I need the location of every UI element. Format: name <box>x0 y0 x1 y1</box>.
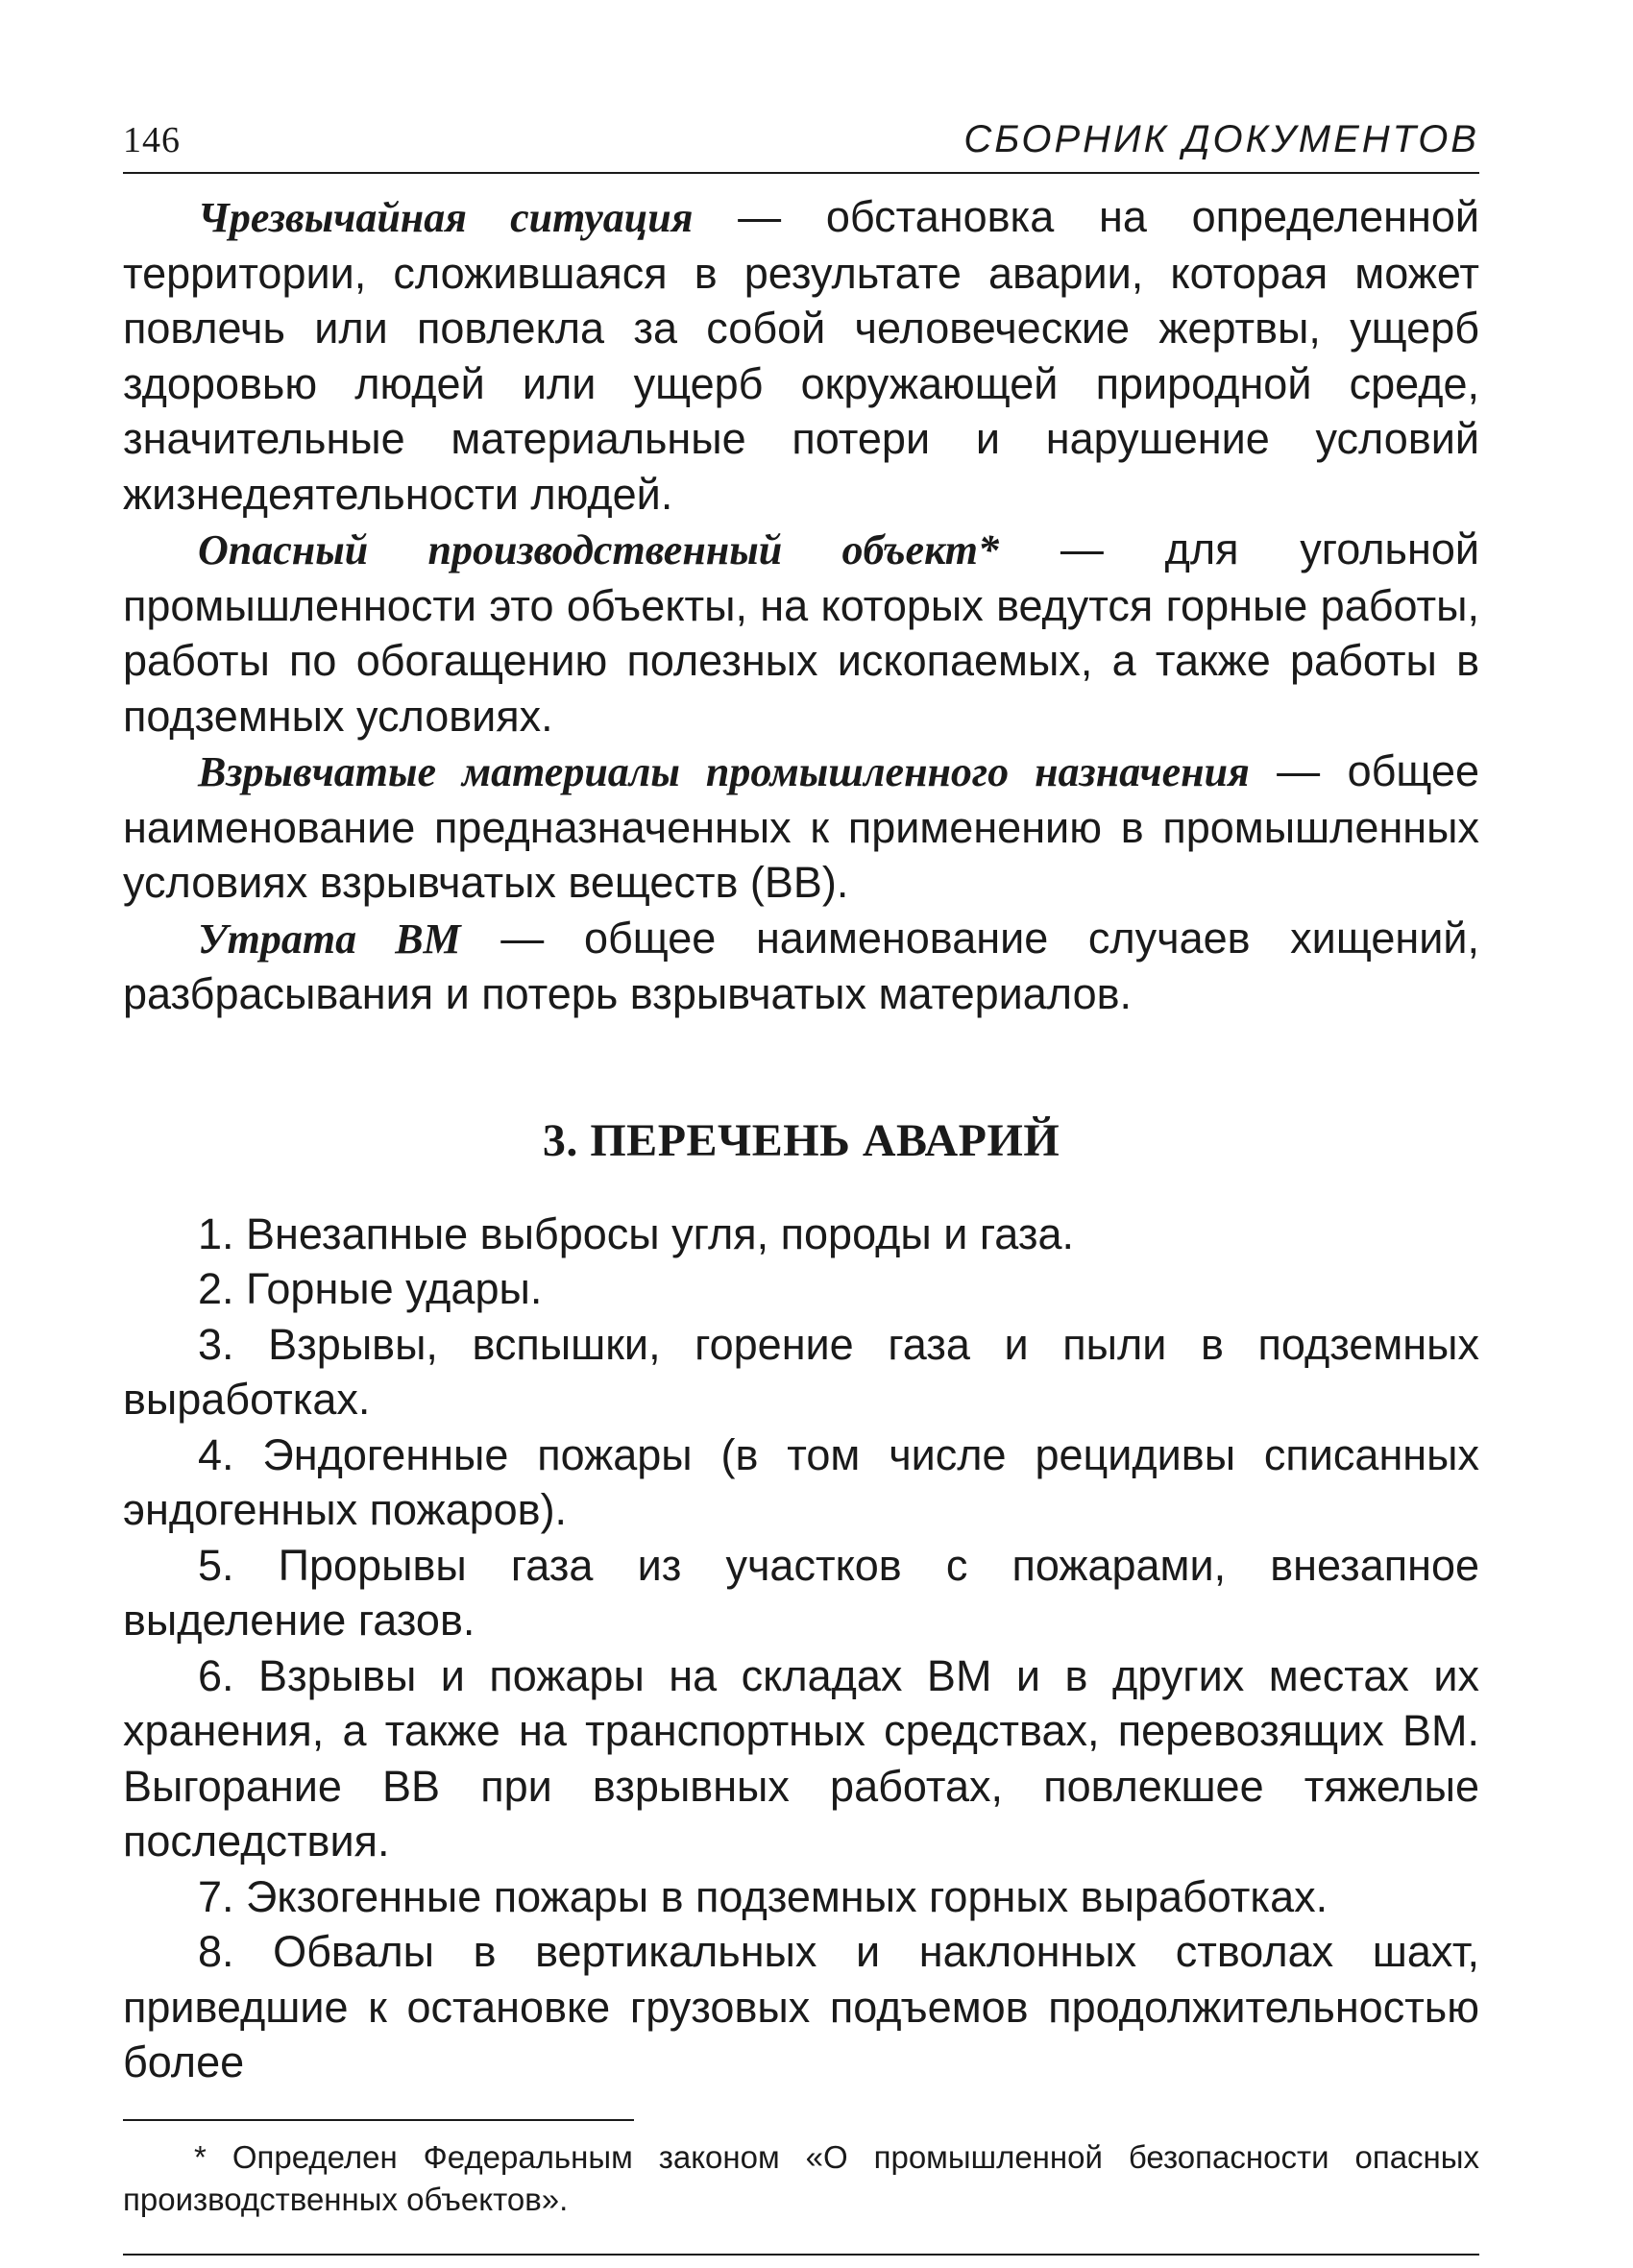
definition-paragraph <box>123 744 1479 911</box>
list-item: 8. Обвалы в вертикальных и наклонных стволах шахт, приведшие к остановке грузовых подъемов продолжительностью более <box>123 1927 1479 2086</box>
definition-term: Чрезвычайная ситуация <box>198 194 694 241</box>
bottom-divider <box>123 2254 1479 2256</box>
main-text <box>123 189 1479 2090</box>
definition-paragraph <box>123 911 1479 1022</box>
list-item: 7. Экзогенные пожары в подземных горных выработках. <box>198 1871 1328 1921</box>
list-item: 5. Прорывы газа из участков с пожарами, внезапное выделение газов. <box>123 1540 1479 1645</box>
running-header <box>123 120 1479 174</box>
definition-term: Опасный производственный объект* <box>198 526 1000 573</box>
section-heading: 3. ПЕРЕЧЕНЬ АВАРИЙ <box>542 1114 1060 1166</box>
list-item: 3. Взрывы, вспышки, горение газа и пыли в подземных выработках. <box>123 1319 1479 1424</box>
definition-text: — обстановка на определенной территории, сложившаяся в результате аварии, которая может повлечь или повлекла за собой человеческие жертвы, ущерб здоровью людей или ущерб окружающей природной среде, значительные материальные потери и нарушение условий жизнедеятельности людей. <box>123 192 1479 519</box>
definition-paragraph <box>123 189 1479 522</box>
page-number: 146 <box>123 120 181 160</box>
definitions-block <box>123 189 1479 1022</box>
definition-term: Взрывчатые материалы промышленного назначения <box>198 748 1250 795</box>
definition-paragraph <box>123 522 1479 744</box>
definition-text: — для угольной промышленности это объекты, на которых ведутся горные работы, работы по обогащению полезных ископаемых, а также работы в подземных условиях. <box>123 524 1479 741</box>
footnote-divider <box>123 2119 634 2121</box>
accident-list <box>123 1207 1479 2090</box>
definition-text: — общее наименование случаев хищений, разбрасывания и потерь взрывчатых материалов. <box>123 913 1479 1018</box>
list-item: 6. Взрывы и пожары на складах ВМ и в других местах их хранения, а также на транспортных средствах, перевозящих ВМ. Выгорание ВВ при взрывных работах, повлекшее тяжелые последствия. <box>123 1650 1479 1866</box>
running-title: СБОРНИК ДОКУМЕНТОВ <box>963 118 1479 160</box>
list-item: 1. Внезапные выбросы угля, породы и газа. <box>198 1208 1074 1258</box>
footnote: * Определен Федеральным законом «О промышленной безопасности опасных производственных объектов». <box>123 2138 1479 2217</box>
list-item: 4. Эндогенные пожары (в том числе рецидивы списанных эндогенных пожаров). <box>123 1429 1479 1534</box>
definition-text: — общее наименование предназначенных к применению в промышленных условиях взрывчатых веществ (ВВ). <box>123 746 1479 907</box>
document-page <box>123 120 1479 2256</box>
definition-term: Утрата ВМ <box>198 915 461 963</box>
list-item: 2. Горные удары. <box>198 1264 543 1313</box>
